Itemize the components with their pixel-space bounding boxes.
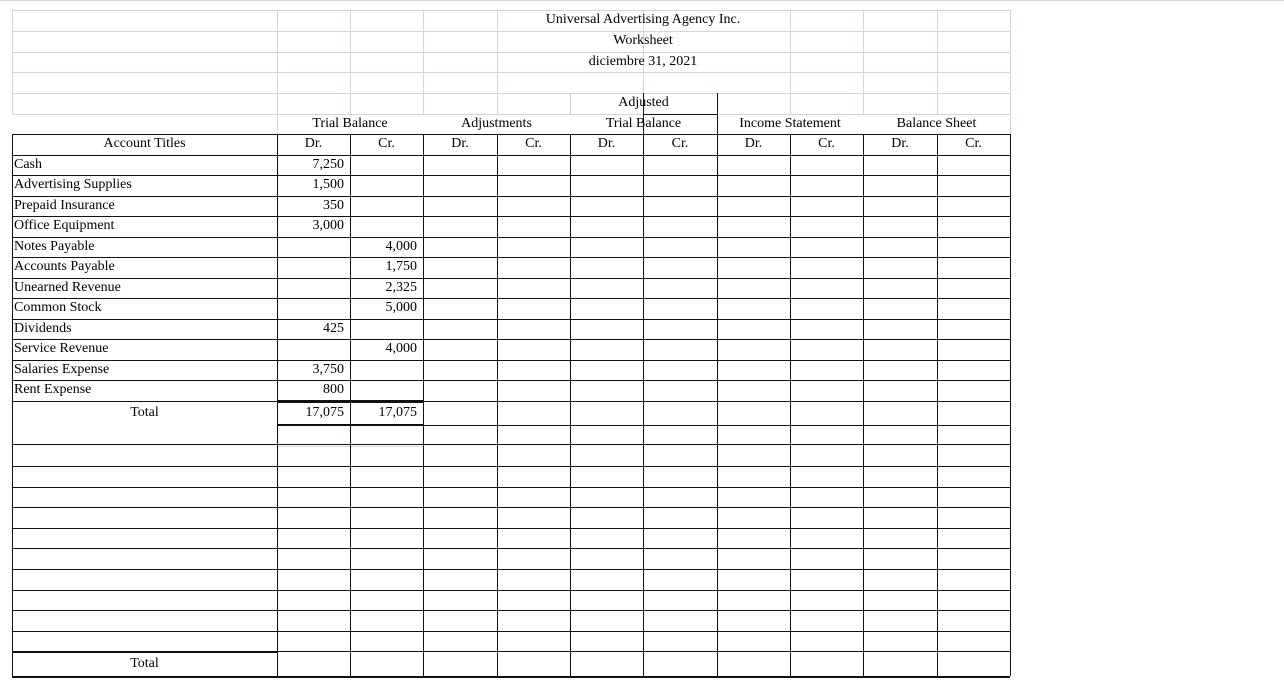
trial-balance-dr-value: 1,500	[312, 177, 344, 192]
row-rule	[12, 631, 1010, 632]
worksheet-title: Worksheet	[613, 33, 673, 48]
column-rule	[790, 425, 791, 676]
income-statement-header: Income Statement	[739, 116, 841, 131]
column-rule	[790, 155, 791, 401]
column-rule	[497, 425, 498, 676]
adjustments-header: Adjustments	[461, 116, 532, 131]
column-rule	[497, 401, 498, 425]
trial-balance-cr-value: 4,000	[385, 239, 417, 254]
row-rule	[12, 676, 1010, 678]
row-rule	[12, 548, 1010, 549]
trial-balance-dr-value: 425	[323, 321, 344, 336]
row-rule	[12, 507, 1010, 508]
row-rule	[12, 487, 1010, 488]
account-title: Service Revenue	[14, 341, 109, 356]
column-rule	[863, 155, 864, 401]
column-rule	[277, 10, 278, 114]
column-rule	[1010, 155, 1011, 401]
adjusted-label: Adjusted	[618, 95, 669, 110]
column-rule	[12, 425, 13, 676]
column-rule	[570, 155, 571, 401]
account-title: Rent Expense	[14, 382, 92, 397]
trial-balance-cr-value: 2,325	[385, 280, 417, 295]
worksheet-date: diciembre 31, 2021	[588, 54, 698, 69]
column-rule	[1010, 134, 1011, 155]
top-divider	[0, 0, 1284, 1]
adjusted-trial-balance-cr-header: Cr.	[671, 136, 689, 151]
account-title: Unearned Revenue	[14, 280, 121, 295]
column-rule	[423, 401, 424, 425]
row-rule	[12, 569, 1010, 570]
adjusted-trial-balance-dr-header: Dr.	[597, 136, 616, 151]
column-rule	[643, 425, 644, 676]
trial-balance-cr-total: 17,075	[378, 405, 417, 420]
account-title: Common Stock	[14, 300, 102, 315]
column-rule	[12, 10, 13, 114]
trial-balance-dr-value: 3,000	[312, 218, 344, 233]
worksheet-grid	[12, 10, 1010, 676]
trial-balance-dr-value: 800	[323, 382, 344, 397]
trial-balance-dr-total: 17,075	[305, 405, 344, 420]
column-rule	[937, 401, 938, 425]
column-rule	[570, 401, 571, 425]
trial-balance-dr-value: 3,750	[312, 362, 344, 377]
column-rule	[937, 155, 938, 401]
column-rule	[643, 155, 644, 401]
income-statement-dr-header: Dr.	[744, 136, 763, 151]
row-rule	[12, 444, 1010, 445]
column-rule	[643, 401, 644, 425]
account-title: Office Equipment	[14, 218, 115, 233]
account-title: Accounts Payable	[14, 259, 115, 274]
row-rule	[12, 610, 1010, 611]
account-title: Notes Payable	[14, 239, 95, 254]
column-rule	[1010, 401, 1011, 425]
column-rule	[423, 93, 424, 114]
row-rule	[12, 590, 1010, 591]
column-rule	[570, 425, 571, 676]
column-rule	[277, 425, 278, 676]
column-rule	[717, 425, 718, 676]
column-rule	[350, 10, 351, 114]
total-label: Total	[130, 405, 159, 420]
account-title: Prepaid Insurance	[14, 198, 115, 213]
column-rule	[863, 401, 864, 425]
column-rule	[863, 425, 864, 676]
balance-sheet-cr-header: Cr.	[965, 136, 982, 151]
account-title: Cash	[14, 157, 42, 172]
final-total-label: Total	[130, 656, 159, 671]
column-rule	[937, 425, 938, 676]
column-rule	[497, 155, 498, 401]
adjustments-cr-header: Cr.	[525, 136, 542, 151]
account-title: Dividends	[14, 321, 72, 336]
trial-balance-dr-header: Dr.	[304, 136, 323, 151]
adjustments-dr-header: Dr.	[451, 136, 469, 151]
column-rule	[1010, 425, 1011, 676]
row-rule	[12, 93, 1010, 94]
trial-balance-dr-value: 7,250	[312, 157, 344, 172]
adjusted-trial-balance-header: Trial Balance	[605, 116, 682, 131]
trial-balance-cr-value: 4,000	[385, 341, 417, 356]
column-rule	[790, 401, 791, 425]
account-title: Salaries Expense	[14, 362, 110, 377]
column-rule	[717, 401, 718, 425]
row-rule	[12, 72, 1010, 73]
column-rule	[423, 155, 424, 401]
account-titles-header: Account Titles	[103, 136, 186, 151]
balance-sheet-header: Balance Sheet	[896, 116, 977, 131]
trial-balance-cr-header: Cr.	[378, 136, 395, 151]
column-rule	[717, 155, 718, 401]
account-title: Advertising Supplies	[14, 177, 132, 192]
trial-balance-dr-value: 350	[323, 198, 344, 213]
company-name: Universal Advertising Agency Inc.	[545, 12, 741, 27]
trial-balance-cr-value: 5,000	[385, 300, 417, 315]
row-rule	[12, 466, 1010, 467]
trial-balance-header: Trial Balance	[312, 116, 388, 131]
column-rule	[863, 10, 864, 93]
column-rule	[423, 425, 424, 676]
income-statement-cr-header: Cr.	[818, 136, 835, 151]
row-rule	[12, 528, 1010, 529]
column-rule	[1010, 10, 1011, 114]
column-rule	[937, 10, 938, 114]
balance-sheet-dr-header: Dr.	[891, 136, 909, 151]
column-rule	[863, 93, 864, 114]
column-rule	[350, 425, 351, 676]
trial-balance-cr-value: 1,750	[385, 259, 417, 274]
